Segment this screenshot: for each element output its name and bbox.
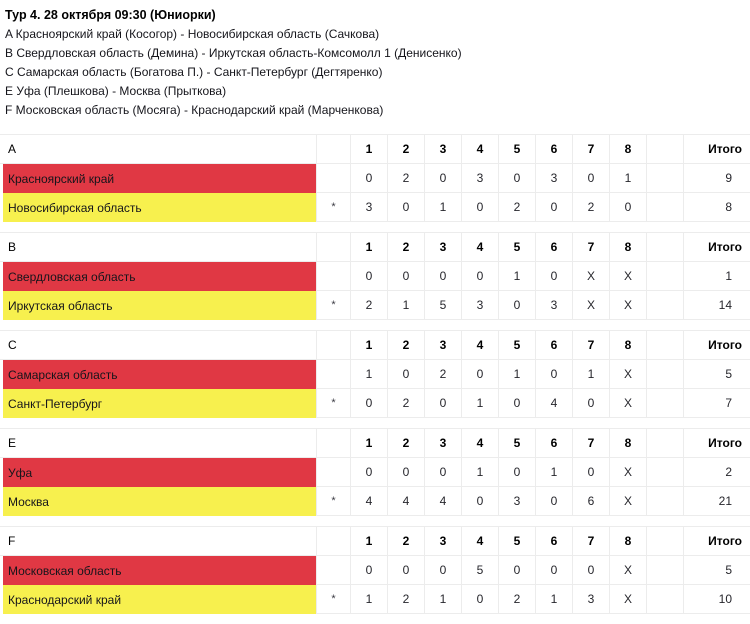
scoreboard-header-row [0, 331, 750, 360]
end-score: 2 [387, 585, 424, 614]
end-column-header: 1 [350, 331, 387, 360]
end-score: 5 [461, 556, 498, 585]
team-name: Краснодарский край [3, 585, 316, 614]
spacer-cell [646, 193, 683, 222]
end-column-header: 6 [535, 233, 572, 262]
end-score: 1 [461, 458, 498, 487]
spacer-cell [646, 291, 683, 320]
end-score: 0 [424, 556, 461, 585]
total-score: 1 [683, 262, 750, 291]
hammer-column-header [316, 429, 350, 458]
end-score: 0 [424, 164, 461, 193]
end-column-header: 3 [424, 331, 461, 360]
total-score: 14 [683, 291, 750, 320]
end-score: 3 [461, 291, 498, 320]
scoreboard-header-row [0, 429, 750, 458]
total-score: 2 [683, 458, 750, 487]
team-row [0, 458, 750, 487]
scoreboard-header-row [0, 233, 750, 262]
end-score: 5 [424, 291, 461, 320]
end-score: 4 [350, 487, 387, 516]
total-score: 21 [683, 487, 750, 516]
end-column-header: 3 [424, 233, 461, 262]
end-score: 0 [572, 164, 609, 193]
match-line: B Свердловская область (Демина) - Иркутская область-Комсомолл 1 (Денисенко) [5, 46, 462, 60]
end-score: 1 [350, 360, 387, 389]
end-column-header: 1 [350, 135, 387, 164]
spacer-cell [646, 164, 683, 193]
end-score: 1 [350, 585, 387, 614]
end-column-header: 5 [498, 135, 535, 164]
end-score: 0 [461, 193, 498, 222]
end-score: 0 [387, 262, 424, 291]
end-score: X [609, 487, 646, 516]
match-line: A Красноярский край (Косогор) - Новосибирская область (Сачкова) [5, 27, 380, 41]
end-score: X [572, 291, 609, 320]
end-score: 1 [535, 458, 572, 487]
end-score: 1 [535, 585, 572, 614]
end-column-header: 7 [572, 527, 609, 556]
spacer-cell [646, 233, 683, 262]
spacer-cell [646, 527, 683, 556]
end-column-header: 2 [387, 331, 424, 360]
hammer-column-header [316, 527, 350, 556]
end-score: X [609, 262, 646, 291]
end-column-header: 2 [387, 233, 424, 262]
end-score: 4 [387, 487, 424, 516]
end-column-header: 6 [535, 429, 572, 458]
end-score: 0 [387, 193, 424, 222]
team-row [0, 556, 750, 585]
end-score: 3 [350, 193, 387, 222]
hammer-indicator: * [316, 291, 350, 320]
group-letter: A [0, 135, 316, 164]
end-column-header: 4 [461, 331, 498, 360]
scoreboard-group-a [0, 134, 750, 222]
end-score: 3 [498, 487, 535, 516]
end-score: 3 [535, 164, 572, 193]
spacer-cell [646, 556, 683, 585]
end-column-header: 5 [498, 233, 535, 262]
end-column-header: 8 [609, 429, 646, 458]
spacer-cell [646, 135, 683, 164]
end-score: 1 [387, 291, 424, 320]
end-column-header: 8 [609, 527, 646, 556]
end-score: 0 [535, 360, 572, 389]
end-column-header: 7 [572, 331, 609, 360]
end-score: 2 [350, 291, 387, 320]
end-score: 0 [461, 585, 498, 614]
end-column-header: 5 [498, 429, 535, 458]
team-name: Москва [3, 487, 316, 516]
end-score: 1 [424, 193, 461, 222]
spacer-cell [646, 389, 683, 418]
end-column-header: 5 [498, 527, 535, 556]
end-column-header: 6 [535, 331, 572, 360]
end-column-header: 7 [572, 429, 609, 458]
hammer-column-header [316, 135, 350, 164]
hammer-indicator: * [316, 193, 350, 222]
hammer-column-header [316, 233, 350, 262]
end-column-header: 4 [461, 135, 498, 164]
total-score: 7 [683, 389, 750, 418]
total-score: 10 [683, 585, 750, 614]
end-score: X [609, 389, 646, 418]
team-row [0, 487, 750, 516]
end-score: 0 [535, 556, 572, 585]
team-name: Самарская область [3, 360, 316, 389]
total-column-header: Итого [683, 331, 750, 360]
hammer-indicator [316, 164, 350, 193]
hammer-indicator: * [316, 389, 350, 418]
end-score: 2 [498, 585, 535, 614]
group-letter: E [0, 429, 316, 458]
end-score: 0 [387, 360, 424, 389]
spacer-cell [646, 458, 683, 487]
total-score: 5 [683, 556, 750, 585]
end-column-header: 8 [609, 135, 646, 164]
end-score: 2 [498, 193, 535, 222]
end-score: 0 [350, 164, 387, 193]
end-score: 1 [609, 164, 646, 193]
end-score: 0 [350, 458, 387, 487]
end-score: 0 [498, 291, 535, 320]
scoreboard-header-row [0, 135, 750, 164]
end-score: 0 [572, 556, 609, 585]
end-score: X [609, 458, 646, 487]
group-letter: C [0, 331, 316, 360]
end-score: 0 [350, 556, 387, 585]
end-score: 0 [461, 360, 498, 389]
end-column-header: 5 [498, 331, 535, 360]
scoreboard-group-e [0, 428, 750, 516]
round-header [5, 6, 745, 120]
end-score: 0 [535, 262, 572, 291]
team-name: Новосибирская область [3, 193, 316, 222]
hammer-indicator [316, 262, 350, 291]
spacer-cell [646, 585, 683, 614]
team-name: Санкт-Петербург [3, 389, 316, 418]
end-column-header: 1 [350, 429, 387, 458]
end-column-header: 2 [387, 135, 424, 164]
match-line: C Самарская область (Богатова П.) - Санкт-Петербург (Дегтяренко) [5, 65, 383, 79]
spacer-cell [646, 262, 683, 291]
end-column-header: 7 [572, 233, 609, 262]
end-column-header: 7 [572, 135, 609, 164]
hammer-indicator [316, 556, 350, 585]
end-score: 0 [461, 487, 498, 516]
end-score: X [572, 262, 609, 291]
end-score: 0 [535, 487, 572, 516]
end-score: 0 [498, 458, 535, 487]
end-score: X [609, 556, 646, 585]
end-column-header: 3 [424, 135, 461, 164]
hammer-indicator: * [316, 585, 350, 614]
scoreboard-header-row [0, 527, 750, 556]
end-column-header: 6 [535, 135, 572, 164]
scoreboard-group-c [0, 330, 750, 418]
end-score: 6 [572, 487, 609, 516]
team-row [0, 193, 750, 222]
end-column-header: 4 [461, 527, 498, 556]
match-line: F Московская область (Мосяга) - Краснодарский край (Марченкова) [5, 103, 384, 117]
total-column-header: Итого [683, 527, 750, 556]
end-score: 2 [387, 389, 424, 418]
end-column-header: 3 [424, 429, 461, 458]
end-score: 0 [498, 389, 535, 418]
group-letter: F [0, 527, 316, 556]
end-score: 2 [572, 193, 609, 222]
group-letter: B [0, 233, 316, 262]
end-column-header: 2 [387, 527, 424, 556]
team-row [0, 164, 750, 193]
spacer-cell [646, 331, 683, 360]
end-score: 0 [350, 389, 387, 418]
end-score: 4 [535, 389, 572, 418]
end-score: 3 [461, 164, 498, 193]
end-score: 1 [498, 262, 535, 291]
end-column-header: 1 [350, 527, 387, 556]
end-column-header: 2 [387, 429, 424, 458]
end-score: 1 [424, 585, 461, 614]
end-score: 0 [498, 164, 535, 193]
end-score: 1 [498, 360, 535, 389]
end-score: 4 [424, 487, 461, 516]
hammer-indicator: * [316, 487, 350, 516]
end-column-header: 1 [350, 233, 387, 262]
hammer-column-header [316, 331, 350, 360]
team-name: Иркутская область [3, 291, 316, 320]
end-score: 0 [387, 458, 424, 487]
end-column-header: 4 [461, 233, 498, 262]
total-column-header: Итого [683, 135, 750, 164]
total-column-header: Итого [683, 429, 750, 458]
end-score: 0 [387, 556, 424, 585]
end-score: 0 [424, 262, 461, 291]
end-score: 1 [461, 389, 498, 418]
scoreboard-group-f [0, 526, 750, 614]
team-name: Свердловская область [3, 262, 316, 291]
match-line: E Уфа (Плешкова) - Москва (Прыткова) [5, 84, 227, 98]
team-name: Красноярский край [3, 164, 316, 193]
total-score: 8 [683, 193, 750, 222]
end-score: X [609, 360, 646, 389]
team-name: Уфа [3, 458, 316, 487]
end-score: 2 [387, 164, 424, 193]
end-column-header: 3 [424, 527, 461, 556]
team-row [0, 262, 750, 291]
end-column-header: 8 [609, 233, 646, 262]
end-score: 3 [572, 585, 609, 614]
team-row [0, 291, 750, 320]
end-score: 0 [350, 262, 387, 291]
scoreboards [0, 134, 750, 624]
end-column-header: 6 [535, 527, 572, 556]
team-row [0, 585, 750, 614]
spacer-cell [646, 360, 683, 389]
end-column-header: 4 [461, 429, 498, 458]
team-row [0, 360, 750, 389]
match-list [5, 25, 745, 120]
team-row [0, 389, 750, 418]
round-title: Тур 4. 28 октября 09:30 (Юниорки) [5, 8, 216, 22]
end-score: 0 [609, 193, 646, 222]
end-score: 0 [535, 193, 572, 222]
end-score: 1 [572, 360, 609, 389]
hammer-indicator [316, 360, 350, 389]
spacer-cell [646, 429, 683, 458]
total-score: 5 [683, 360, 750, 389]
end-score: 3 [535, 291, 572, 320]
end-score: X [609, 291, 646, 320]
scoreboard-group-b [0, 232, 750, 320]
end-score: 0 [424, 458, 461, 487]
end-score: 0 [461, 262, 498, 291]
team-name: Московская область [3, 556, 316, 585]
end-score: X [609, 585, 646, 614]
total-score: 9 [683, 164, 750, 193]
end-score: 0 [424, 389, 461, 418]
end-score: 0 [572, 458, 609, 487]
total-column-header: Итого [683, 233, 750, 262]
end-score: 0 [572, 389, 609, 418]
spacer-cell [646, 487, 683, 516]
end-column-header: 8 [609, 331, 646, 360]
end-score: 0 [498, 556, 535, 585]
end-score: 2 [424, 360, 461, 389]
hammer-indicator [316, 458, 350, 487]
